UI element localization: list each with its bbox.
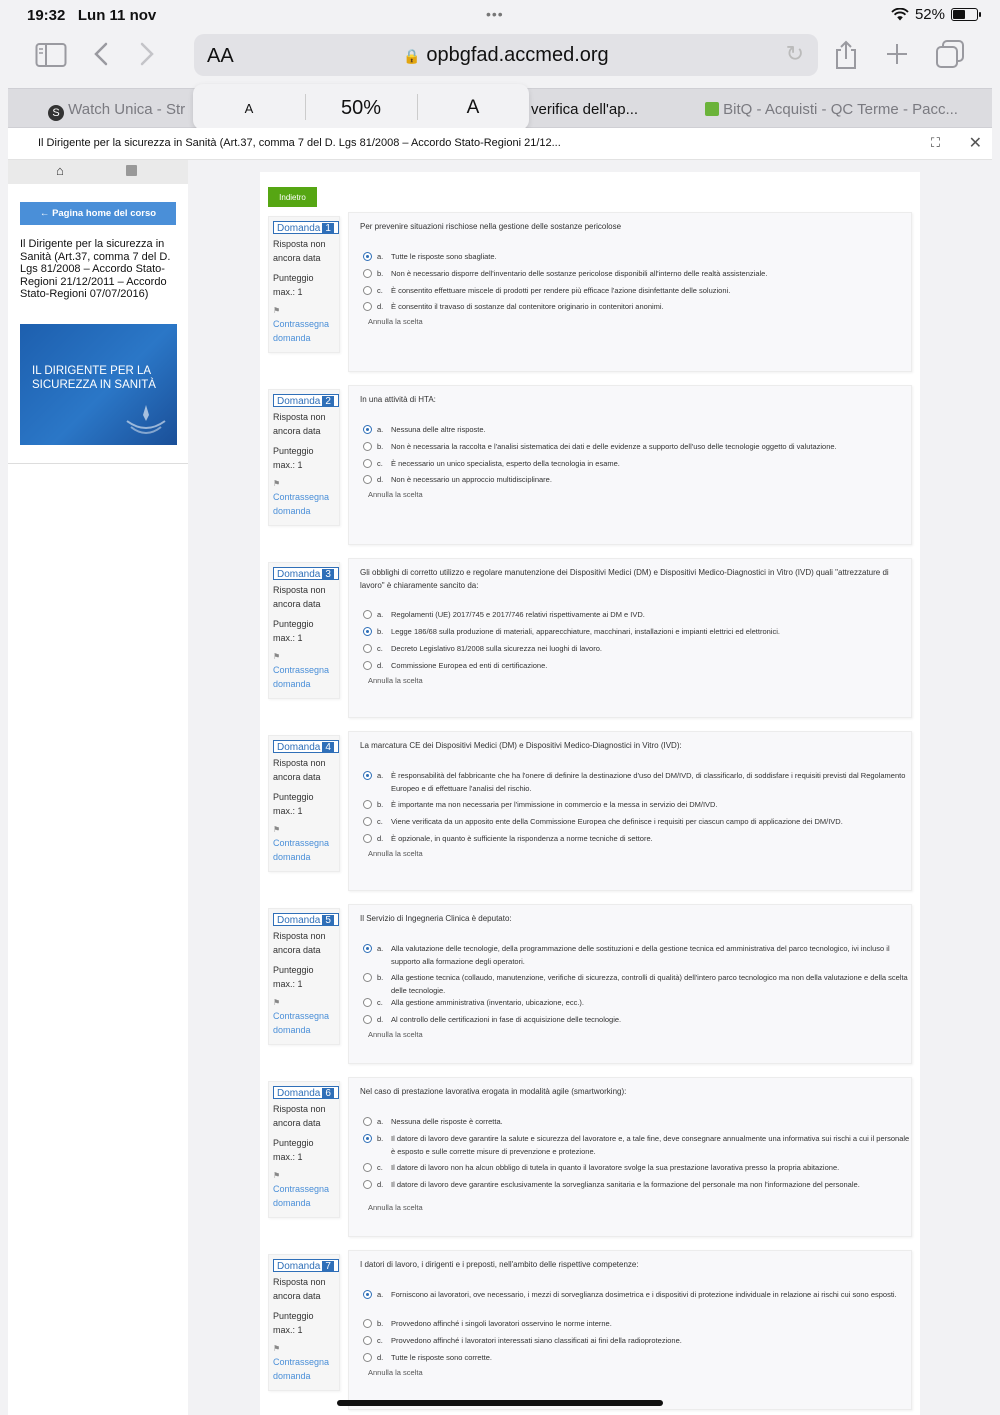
option-letter: d. [377,475,384,484]
radio-button[interactable] [363,834,372,843]
option-text: Non è necessario disporre dell'inventario delle sostanze pericolose disponibili all'interno delle realtà assistenziale. [391,269,768,278]
sidebar-toggle-icon[interactable] [35,42,67,72]
radio-button[interactable] [363,1180,372,1189]
question-state: Risposta non ancora data [273,239,326,263]
course-banner [20,324,177,445]
radio-button[interactable] [363,1336,372,1345]
option-text: Legge 186/68 sulla produzione di materiali, apparecchiature, macchinari, installazioni e impianti elettrici ed elettronici. [391,627,780,636]
option-letter: d. [377,1015,384,1024]
question-text: Gli obblighi di corretto utilizzo e regolare manutenzione dei Dispositivi Medici (DM) e Dispositivi Medico-Diagnostici in Vitro (IVD) quali "attrezzature di lavoro" è chiaramente sancito da: [360,568,889,590]
option-text: Provvedono affinché i singoli lavoratori osservino le norme interne. [391,1319,612,1328]
option-text: Decreto Legislativo 81/2008 sulla sicurezza nei luoghi di lavoro. [391,644,602,653]
question-text: La marcatura CE dei Dispositivi Medici (DM) e Dispositivi Medico-Diagnostici in Vitro (IVD): [360,741,682,750]
radio-button[interactable] [363,973,372,982]
tab-favicon-icon: S [48,105,64,121]
question-number-badge: Domanda 7 [273,1259,339,1272]
option-letter: d. [377,1180,384,1189]
radio-button[interactable] [363,459,372,468]
option-text: Alla gestione tecnica (collaudo, manutenzione, verifiche di sicurezza, controlli di qualità) dell'intero parco tecnologico ma non della valutazione e della scelta delle tecnologie. [391,973,908,995]
clear-choice-link[interactable]: Annulla la scelta [368,490,423,499]
flag-icon[interactable]: ⚑ [273,825,281,834]
status-right [891,6,978,23]
option-text: Commissione Europea ed enti di certificazione. [391,661,548,670]
tab-overview-icon[interactable] [934,39,966,73]
back-nav-icon[interactable] [92,41,110,71]
question-state: Risposta non ancora data [273,1277,326,1301]
home-icon[interactable]: ⌂ [56,163,64,178]
radio-button[interactable] [363,252,372,261]
question-info [268,1081,340,1218]
flag-icon[interactable]: ⚑ [273,1344,281,1353]
radio-button[interactable] [363,998,372,1007]
option-text: È consentito il travaso di sostanze dal contenitore originario in contenitori anonimi. [391,302,664,311]
question-number-badge: Domanda 4 [273,740,339,753]
reader-aa-button[interactable]: AA [207,45,234,67]
option-text: Viene verificata da un apposito ente della Commissione Europea che definisce i requisiti per ciascun campo di applicazione dei DM/IVD. [391,817,843,826]
option-letter: c. [377,459,383,468]
option-text: Alla gestione amministrativa (inventario, ubicazione, ecc.). [391,998,585,1007]
question-text: Il Servizio di Ingegneria Clinica è deputato: [360,914,512,923]
question-text: Per prevenire situazioni rischiose nella gestione delle sostanze pericolose [360,222,622,231]
option-text: Nessuna delle risposte è corretta. [391,1117,503,1126]
wifi-icon [891,8,909,21]
banner-text: IL DIRIGENTE PER LA SICUREZZA IN SANITÀ [32,365,156,391]
forward-nav-icon[interactable] [138,41,156,71]
question-info [268,216,340,353]
quiz-area [260,172,920,1415]
page-title: Il Dirigente per la sicurezza in Sanità (Art.37, comma 7 del D. Lgs 81/2008 – Accordo Stato-Regioni 21/12... [38,137,561,149]
tab-verifica[interactable]: verifica dell'ap... [531,101,639,118]
radio-button[interactable] [363,1163,372,1172]
battery-percent: 52% [914,6,945,23]
flag-icon[interactable]: ⚑ [273,479,281,488]
radio-button[interactable] [363,771,372,780]
option-text: Il datore di lavoro deve garantire esclusivamente la sorveglianza sanitaria e la formazione del personale ma non l'informazione del personale. [391,1180,860,1189]
radio-button[interactable] [363,627,372,636]
zoom-out-button[interactable]: A [244,101,254,116]
question-card [348,1077,912,1237]
question-max-score: Punteggio max.: 1 [273,619,314,643]
option-text: È necessario un unico specialista, esperto della tecnologia in esame. [391,459,620,468]
option-letter: b. [377,442,384,451]
option-text: È consentito effettuare miscele di prodotti per rendere più efficace l'azione disinfettante delle soluzioni. [391,286,731,295]
status-bar [0,0,1000,28]
url-text[interactable]: 🔒 opbgfad.accmed.org [403,44,609,66]
option-letter: a. [377,252,384,261]
radio-button[interactable] [363,817,372,826]
option-text: Al controllo delle certificazioni in fase di acquisizione delle tecnologie. [391,1015,622,1024]
option-letter: c. [377,1336,383,1345]
course-home-button[interactable]: ← Pagina home del corso [20,202,176,225]
question-number-badge: Domanda 3 [273,567,339,580]
course-sidebar [8,160,188,1415]
option-letter: a. [377,425,384,434]
question-text: I datori di lavoro, i dirigenti e i preposti, nell'ambito delle rispettive competenze: [360,1260,639,1269]
option-letter: d. [377,1353,384,1362]
option-text: Il datore di lavoro deve garantire la salute e sicurezza del lavoratore e, a tale fine, deve consegnare annualmente una informativa sui rischi a cui il personale è esposto e sulle corrette misure di prevenzione e protezione. [391,1134,910,1156]
question-card [348,558,912,718]
banner-logo-icon [123,401,169,439]
option-letter: b. [377,973,384,982]
flag-icon[interactable]: ⚑ [273,998,281,1007]
question-number-badge: Domanda 6 [273,1086,339,1099]
option-text: È importante ma non necessaria per l'immissione in commercio e la messa in servizio dei DM/IVD. [391,800,718,809]
option-letter: c. [377,286,383,295]
question-number-badge: Domanda 2 [273,394,339,407]
question-text: Nel caso di prestazione lavorativa erogata in modalità agile (smartworking): [360,1087,627,1096]
option-text: Regolamenti (UE) 2017/745 e 2017/746 relativi rispettivamente ai DM e IVD. [391,610,645,619]
option-letter: b. [377,800,384,809]
sidebar-top-bar [8,160,188,184]
radio-button[interactable] [363,661,372,670]
document-icon[interactable] [126,165,137,176]
lock-icon: 🔒 [403,48,421,64]
radio-button[interactable] [363,1319,372,1328]
flag-question-link[interactable]: Contrassegna domanda [273,1357,330,1381]
option-letter: c. [377,817,383,826]
question-text: In una attività di HTA: [360,395,436,404]
option-letter: b. [377,1319,384,1328]
radio-button[interactable] [363,1134,372,1143]
radio-button[interactable] [363,1015,372,1024]
option-letter: d. [377,834,384,843]
clear-choice-link[interactable]: Annulla la scelta [368,317,423,326]
flag-icon[interactable]: ⚑ [273,652,281,661]
option-letter: d. [377,302,384,311]
question-number-badge: Domanda 1 [273,221,339,234]
question-state: Risposta non ancora data [273,931,326,955]
radio-button[interactable] [363,475,372,484]
flag-question-link[interactable]: Contrassegna domanda [273,665,330,689]
option-text: Tutte le risposte sono corrette. [391,1353,493,1362]
option-letter: a. [377,1117,384,1126]
option-text: È opzionale, in quanto è sufficiente la rispondenza a norme tecniche di settore. [391,834,653,843]
home-indicator[interactable] [337,1400,663,1406]
zoom-in-button[interactable]: A [466,97,480,118]
question-info [268,735,340,872]
address-bar[interactable] [194,34,818,76]
zoom-popover [193,84,529,130]
question-card [348,904,912,1064]
radio-button[interactable] [363,442,372,451]
question-state: Risposta non ancora data [273,1104,326,1128]
question-max-score: Punteggio max.: 1 [273,446,314,470]
question-state: Risposta non ancora data [273,585,326,609]
radio-button[interactable] [363,1290,372,1299]
question-info [268,1254,340,1391]
status-time-date: 19:32 Lun 11 nov [27,7,157,24]
option-letter: b. [377,1134,384,1143]
radio-button[interactable] [363,610,372,619]
question-max-score: Punteggio max.: 1 [273,965,314,989]
flag-question-link[interactable]: Contrassegna domanda [273,319,330,343]
option-text: Forniscono ai lavoratori, ove necessario, i mezzi di sorveglianza dosimetrica e i dispositivi di protezione individuale in relazione ai rischi cui sono esposti. [391,1290,897,1299]
clear-choice-link[interactable]: Annulla la scelta [368,1368,423,1377]
page-header [8,128,992,160]
question-state: Risposta non ancora data [273,758,326,782]
option-text: Il datore di lavoro non ha alcun obbligo di tutela in quanto il lavoratore svolge la sua prestazione lavorativa presso la propria abitazione. [391,1163,840,1172]
radio-button[interactable] [363,269,372,278]
question-card [348,1250,912,1410]
multitasking-dots[interactable]: ••• [486,6,504,22]
option-letter: c. [377,644,383,653]
option-letter: b. [377,627,384,636]
question-max-score: Punteggio max.: 1 [273,273,314,297]
option-text: Alla valutazione delle tecnologie, della programmazione delle sostituzioni e della gestione tecnica ed amministrativa del parco tecnologico, ivi incluso il supporto alla formazione degli operatori. [391,944,890,966]
clear-choice-link[interactable]: Annulla la scelta [368,676,423,685]
zoom-level[interactable]: 50% [340,97,382,119]
option-letter: c. [377,1163,383,1172]
tab-favicon-icon [705,102,719,116]
radio-button[interactable] [363,1117,372,1126]
back-button[interactable]: Indietro [268,187,317,207]
flag-question-link[interactable]: Contrassegna domanda [273,1184,330,1208]
question-info [268,562,340,699]
browser-toolbar [8,28,992,88]
battery-icon [951,8,978,21]
flag-question-link[interactable]: Contrassegna domanda [273,1011,330,1035]
question-max-score: Punteggio max.: 1 [273,1311,314,1335]
question-info [268,389,340,526]
radio-button[interactable] [363,800,372,809]
radio-button[interactable] [363,944,372,953]
flag-question-link[interactable]: Contrassegna domanda [273,838,330,862]
option-letter: a. [377,610,384,619]
new-tab-icon[interactable] [884,41,910,71]
question-number-badge: Domanda 5 [273,913,339,926]
radio-button[interactable] [363,286,372,295]
option-text: È responsabilità del fabbricante che ha l'onere di definire la destinazione d'uso del DM/IVD, di classificarlo, di soddisfare i requisiti previsti dal Regolamento Europeo e di effettuare l'analisi del rischio. [391,771,906,793]
tab-bitq[interactable]: BitQ - Acquisti - QC Terme - Pacc... [705,89,985,129]
clear-choice-link[interactable]: Annulla la scelta [368,849,423,858]
tab-watch-unica[interactable]: S Watch Unica - Str [48,89,198,129]
option-text: Provvedono affinché i lavoratori interessati siano classificati ai fini della radioprotezione. [391,1336,682,1345]
option-letter: a. [377,944,384,953]
option-text: Non è necessaria la raccolta e l'analisi sistematica dei dati e delle evidenze a supporto dell'uso delle tecnologie oggetto di valutazione. [391,442,837,451]
question-info [268,908,340,1045]
option-letter: b. [377,269,384,278]
question-max-score: Punteggio max.: 1 [273,792,314,816]
clear-choice-link[interactable]: Annulla la scelta [368,1203,423,1212]
flag-question-link[interactable]: Contrassegna domanda [273,492,330,516]
reload-icon[interactable]: ↻ [785,41,804,66]
option-text: Tutte le risposte sono sbagliate. [391,252,497,261]
option-letter: a. [377,1290,384,1299]
close-icon[interactable]: ✕ [968,135,982,152]
share-icon[interactable] [832,40,860,74]
clear-choice-link[interactable]: Annulla la scelta [368,1030,423,1039]
radio-button[interactable] [363,1353,372,1362]
question-card [348,385,912,545]
option-text: Nessuna delle altre risposte. [391,425,486,434]
question-state: Risposta non ancora data [273,412,326,436]
radio-button[interactable] [363,302,372,311]
option-letter: a. [377,771,384,780]
question-card [348,212,912,372]
flag-icon[interactable]: ⚑ [273,1171,281,1180]
fullscreen-icon[interactable]: ⛶ [930,135,940,150]
question-card [348,731,912,891]
question-max-score: Punteggio max.: 1 [273,1138,314,1162]
radio-button[interactable] [363,644,372,653]
flag-icon[interactable]: ⚑ [273,306,281,315]
radio-button[interactable] [363,425,372,434]
option-text: Non è necessario un approccio multidisciplinare. [391,475,552,484]
option-letter: c. [377,998,383,1007]
option-letter: d. [377,661,384,670]
course-title: Il Dirigente per la sicurezza in Sanità (Art.37, comma 7 del D. Lgs 81/2008 – Accordo Stato-Regioni 21/12/2011 – Accordo Stato-Regioni 07/07/2016) [20,238,171,301]
